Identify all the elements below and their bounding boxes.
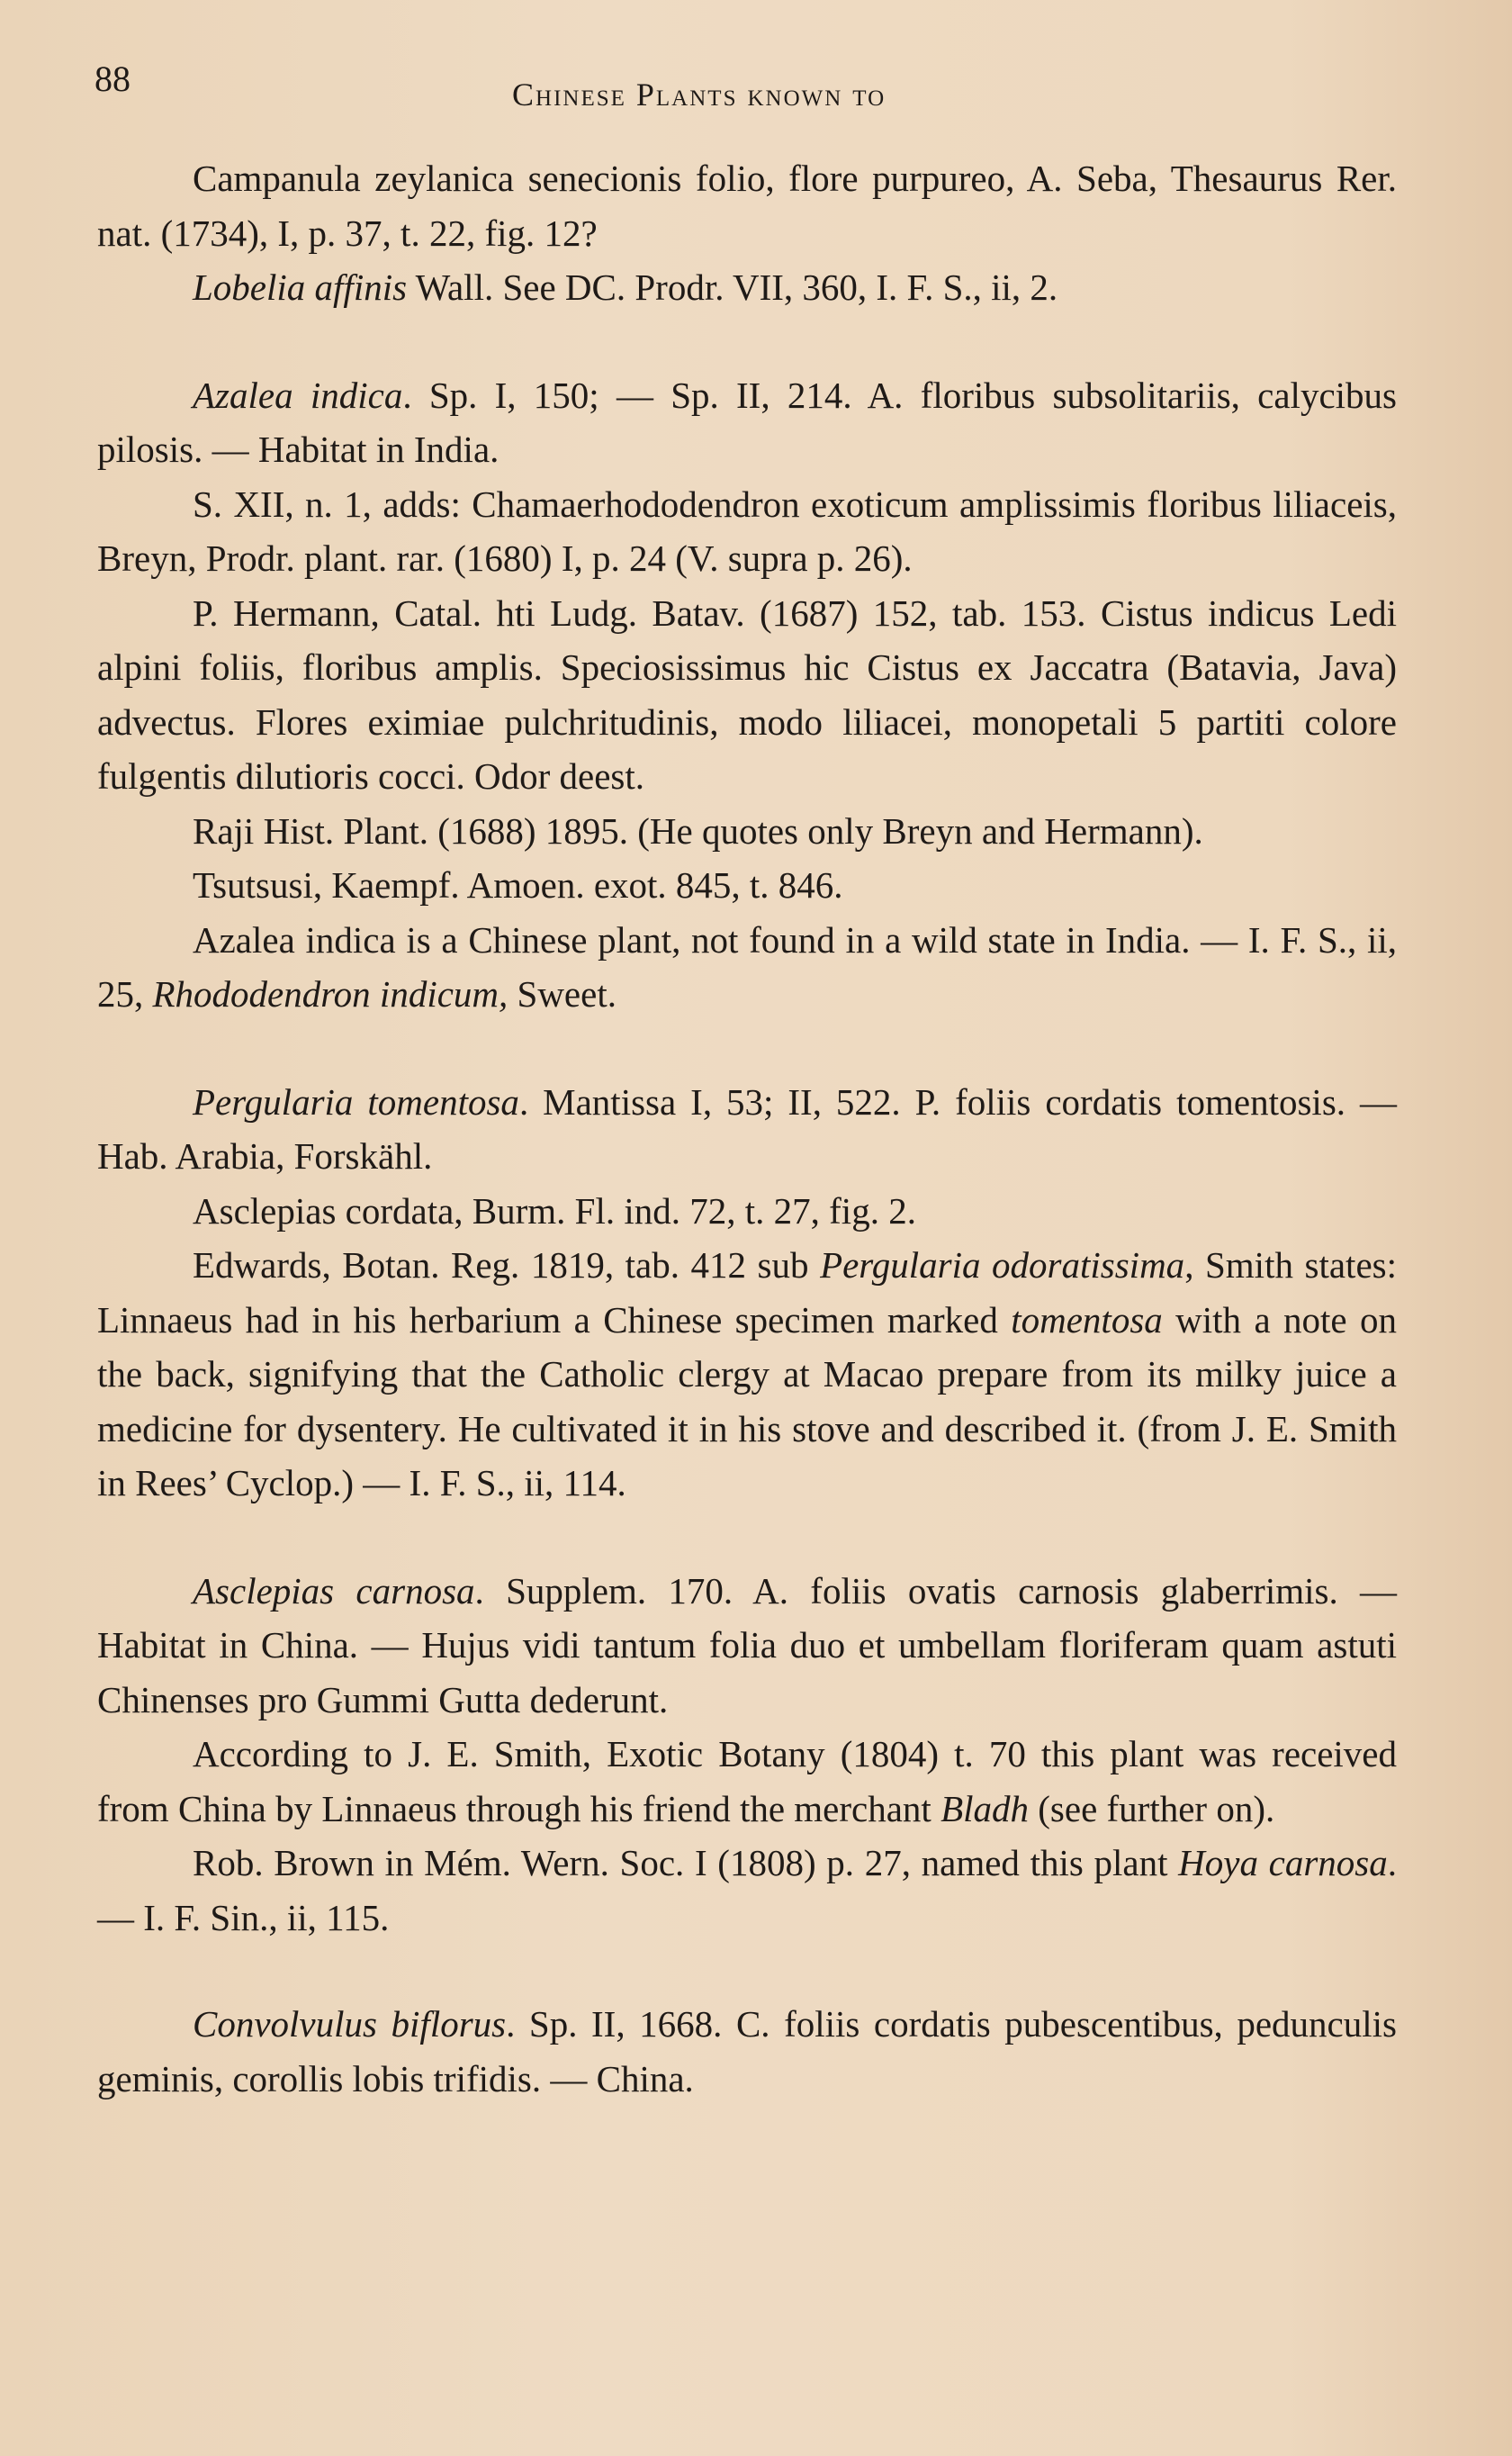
italic-text-run: Lobelia affinis [193,266,408,308]
paragraph-asclepias-smith [97,1727,1397,1836]
paragraph-azalea-indica [97,368,1397,477]
text-run: with a note on the back, signifying that the Catholic clergy at Macao prepare from its milky juice a medicine for dysentery. He cultivated it in his stove and described it. (from J. E. Smith in Rees’ Cyclop.) — I. F. S., ii, 114. [97,1298,1397,1503]
paragraph-asclepias-brown [97,1836,1397,1945]
text-run: . Supplem. 170. A. foliis ovatis carnosis glaberrimis. — Habitat in China. — Hujus vidi tantum folia duo et umbellam floriferam quam astuti Chinenses pro Gummi Gutta dederunt. [97,1569,1397,1720]
page-header [94,58,1400,112]
italic-text-run: Pergularia odoratissima [820,1244,1185,1286]
paragraph-lobelia [97,260,1397,315]
text-run: . — I. F. Sin., ii, 115. [97,1842,1397,1938]
paragraph-pergularia-burman [97,1184,1397,1239]
text-run: S. XII, n. 1, adds: Chamaerhododendron exoticum amplissimis floribus liliaceis, Breyn, Prodr. plant. rar. (1680) I, p. 24 (V. supra p. 26). [97,483,1397,579]
text-run: . Sp. II, 1668. C. foliis cordatis pubescentibus, pedunculis geminis, corollis lobis trifidis. — China. [97,2003,1397,2099]
page-body [97,151,1397,2106]
paragraph-azalea-breyn [97,477,1397,586]
text-run: . Mantissa I, 53; II, 522. P. foliis cordatis tomentosis. — Hab. Arabia, Forskähl. [97,1080,1397,1177]
paragraph-asclepias-carnosa [97,1564,1397,1728]
italic-text-run: Pergularia tomentosa [193,1080,519,1123]
text-run: Tsutsusi, Kaempf. Amoen. exot. 845, t. 846. [193,864,843,906]
paragraph-convolvulus-biflorus [97,1997,1397,2106]
italic-text-run: Convolvulus biflorus [193,2003,507,2045]
text-run: Wall. See DC. Prodr. VII, 360, I. F. S., ii, 2. [407,266,1058,308]
running-title: Chinese Plants known to [512,77,886,113]
paragraph-azalea-hermann [97,586,1397,804]
italic-text-run: tomentosa [1011,1298,1163,1341]
paragraph-azalea-raji [97,804,1397,859]
text-run: Asclepias cordata, Burm. Fl. ind. 72, t. 27, fig. 2. [193,1189,916,1232]
text-run: P. Hermann, Catal. hti Ludg. Batav. (1687) 152, tab. 153. Cistus indicus Ledi alpini foliis, floribus amplis. Speciosissimus hic Cistus ex Jaccatra (Batavia, Java) advectus. Flores eximiae pulchritudinis, modo liliacei, monopetali 5 partiti colore fulgentis dilutioris cocci. Odor deest. [97,591,1397,797]
text-run: According to J. E. Smith, Exotic Botany (1804) t. 70 this plant was received from China by Linnaeus through his friend the merchant [97,1733,1397,1829]
paragraph-pergularia-edwards [97,1238,1397,1511]
italic-text-run: Hoya carnosa [1178,1842,1388,1883]
text-run: Rob. Brown in Mém. Wern. Soc. I (1808) p. 27, named this plant [193,1842,1179,1883]
italic-text-run: Azalea indica [193,374,403,416]
text-run: . Sp. I, 150; — Sp. II, 214. A. floribus subsolitariis, calycibus pilosis. — Habitat in India. [97,374,1397,470]
paragraph-campanula [97,151,1397,260]
text-run: Edwards, Botan. Reg. 1819, tab. 412 sub [193,1244,821,1286]
italic-text-run: Asclepias carnosa [193,1569,475,1612]
paragraph-azalea-kaempfer [97,858,1397,913]
paragraph-pergularia-tomentosa [97,1075,1397,1184]
text-run: Sweet. [508,973,616,1015]
text-run: Raji Hist. Plant. (1688) 1895. (He quotes only Breyn and Hermann). [193,809,1203,852]
italic-text-run: Bladh [940,1787,1030,1829]
italic-text-run: Rhododendron indicum, [152,973,508,1015]
text-run: Azalea indica is a Chinese plant, not found in a wild state in India. — I. F. S., ii, 25, [97,918,1397,1015]
text-run: , Smith states: Linnaeus had in his herbarium a Chinese specimen marked [97,1244,1397,1341]
text-run: (see further on). [1029,1787,1275,1829]
text-run: Campanula zeylanica senecionis folio, flore purpureo, A. Seba, Thesaurus Rer. nat. (1734), I, p. 37, t. 22, fig. 12? [97,158,1397,254]
page-number: 88 [94,59,130,99]
paragraph-azalea-note [97,913,1397,1022]
